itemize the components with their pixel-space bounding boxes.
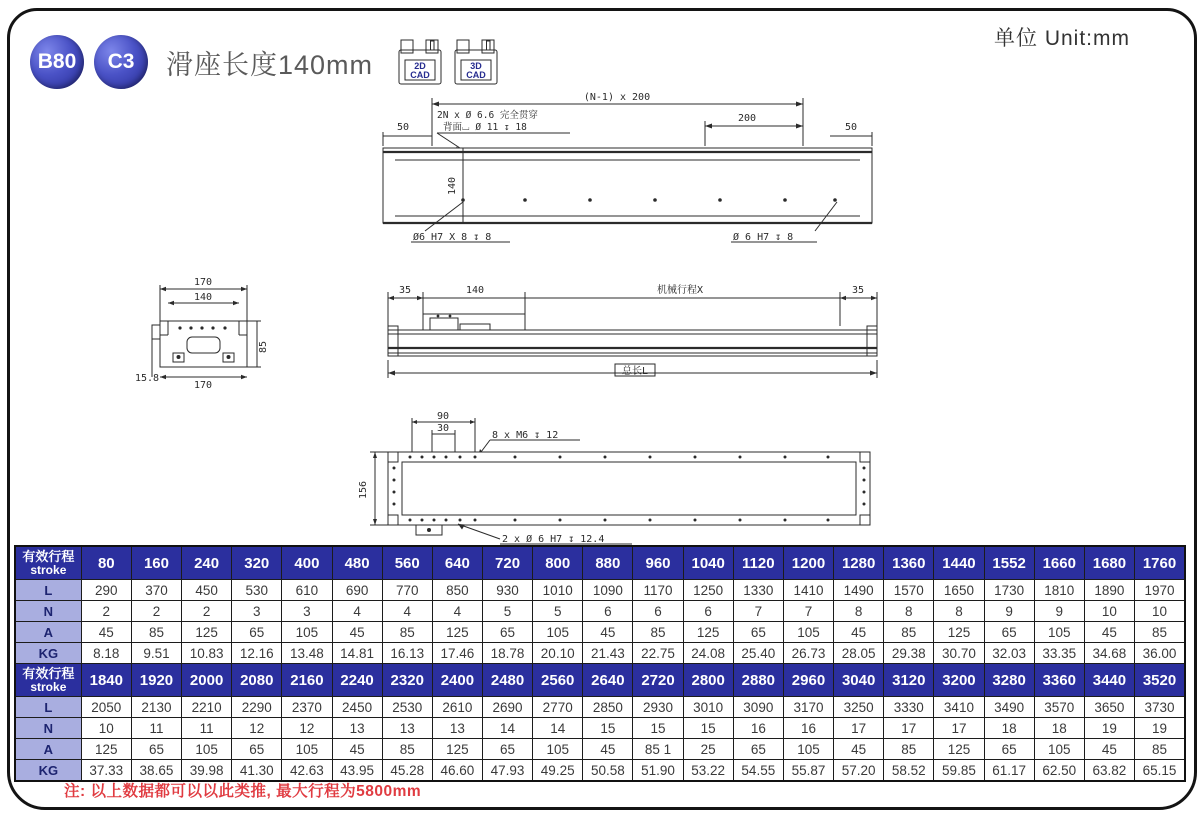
spec-cell: 65 [232, 739, 282, 760]
spec-cell: 59.85 [934, 760, 984, 782]
spec-cell: 26.73 [783, 643, 833, 664]
spec-cell: 290 [81, 580, 131, 601]
spec-row-N [15, 601, 1185, 622]
stroke-value: 1660 [1034, 546, 1084, 580]
stroke-value: 3360 [1034, 664, 1084, 697]
spec-cell: 2210 [182, 697, 232, 718]
spec-cell: 105 [282, 622, 332, 643]
spec-cell: 49.25 [533, 760, 583, 782]
hole-note-line1: 2N x Ø 6.6 完全贯穿 [437, 110, 538, 121]
stroke-value: 2960 [783, 664, 833, 697]
spec-cell: 85 1 [633, 739, 683, 760]
spec-cell: 25 [683, 739, 733, 760]
spec-cell: 45 [1084, 739, 1134, 760]
spec-row-N [15, 718, 1185, 739]
cad-3d-label-line1: 3D [470, 61, 482, 71]
spec-cell: 125 [934, 739, 984, 760]
dim-140-sec: 140 [193, 292, 213, 303]
spec-cell: 5 [482, 601, 532, 622]
stroke-value: 320 [232, 546, 282, 580]
dim-200: 200 [737, 113, 757, 124]
spec-cell: 610 [282, 580, 332, 601]
spec-cell: 10 [81, 718, 131, 739]
stroke-value: 2320 [382, 664, 432, 697]
spec-cell: 2 [131, 601, 181, 622]
spec-cell: 21.43 [583, 643, 633, 664]
spec-cell: 65 [232, 622, 282, 643]
spec-cell: 12 [282, 718, 332, 739]
spec-cell: 6 [583, 601, 633, 622]
cad-3d-download-button[interactable] [453, 38, 499, 86]
spec-cell: 45 [583, 739, 633, 760]
spec-cell: 125 [432, 739, 482, 760]
dim-140-vert: 140 [447, 176, 458, 196]
dim-156: 156 [358, 480, 369, 500]
spec-cell: 8 [834, 601, 884, 622]
stroke-value: 2160 [282, 664, 332, 697]
spec-row-L [15, 580, 1185, 601]
spec-cell: 25.40 [733, 643, 783, 664]
spec-cell: 14.81 [332, 643, 382, 664]
dim-85: 85 [258, 340, 269, 354]
spec-cell: 4 [332, 601, 382, 622]
spec-cell: 2690 [482, 697, 532, 718]
stroke-value: 1680 [1084, 546, 1134, 580]
spec-cell: 1650 [934, 580, 984, 601]
cad-buttons [397, 38, 499, 86]
stroke-value: 1920 [131, 664, 181, 697]
spec-cell: 85 [633, 622, 683, 643]
spec-cell: 14 [533, 718, 583, 739]
stroke-value: 3120 [884, 664, 934, 697]
cad-2d-label-line1: 2D [414, 61, 426, 71]
stroke-row-label: 有效行程 stroke [15, 664, 81, 697]
spec-cell: 12.16 [232, 643, 282, 664]
spec-cell: 3 [232, 601, 282, 622]
spec-cell: 2130 [131, 697, 181, 718]
stroke-value: 800 [533, 546, 583, 580]
spec-cell: 105 [533, 739, 583, 760]
spec-cell: 45 [332, 622, 382, 643]
spec-cell: 105 [282, 739, 332, 760]
spec-cell: 51.90 [633, 760, 683, 782]
spec-cell: 1090 [583, 580, 633, 601]
dim-pitch: (N-1) x 200 [583, 92, 651, 103]
spec-cell: 3410 [934, 697, 984, 718]
stroke-value: 1552 [984, 546, 1034, 580]
spec-cell: 9.51 [131, 643, 181, 664]
spec-cell: 20.10 [533, 643, 583, 664]
spec-cell: 8 [884, 601, 934, 622]
stroke-value: 2880 [733, 664, 783, 697]
spec-cell: 22.75 [633, 643, 683, 664]
row-label-L: L [15, 580, 81, 601]
cad-3d-label-line2: CAD [466, 70, 486, 80]
spec-row-A [15, 739, 1185, 760]
stroke-value: 640 [432, 546, 482, 580]
spec-cell: 58.52 [884, 760, 934, 782]
series-badge: B80 [30, 35, 84, 89]
spec-cell: 11 [182, 718, 232, 739]
spec-cell: 3010 [683, 697, 733, 718]
side-view-drawing [380, 278, 885, 383]
spec-cell: 45 [81, 622, 131, 643]
spec-cell: 2850 [583, 697, 633, 718]
spec-cell: 125 [81, 739, 131, 760]
spec-cell: 3170 [783, 697, 833, 718]
spec-cell: 65 [482, 739, 532, 760]
spec-cell: 18 [984, 718, 1034, 739]
stroke-header-row [15, 546, 1185, 580]
spec-cell: 42.63 [282, 760, 332, 782]
dim-50-right: 50 [845, 122, 858, 133]
spec-cell: 19 [1084, 718, 1134, 739]
stroke-x-label: 机械行程X [656, 285, 704, 296]
stroke-value: 1360 [884, 546, 934, 580]
spec-cell: 65 [482, 622, 532, 643]
stroke-value: 1200 [783, 546, 833, 580]
spec-cell: 17 [934, 718, 984, 739]
spec-cell: 2770 [533, 697, 583, 718]
spec-cell: 85 [884, 622, 934, 643]
spec-cell: 47.93 [482, 760, 532, 782]
stroke-value: 3200 [934, 664, 984, 697]
spec-cell: 45 [834, 622, 884, 643]
spec-cell: 1810 [1034, 580, 1084, 601]
spec-cell: 7 [783, 601, 833, 622]
spec-cell: 57.20 [834, 760, 884, 782]
spec-cell: 1490 [834, 580, 884, 601]
stroke-value: 240 [182, 546, 232, 580]
spec-cell: 125 [182, 622, 232, 643]
stroke-spec-table [14, 545, 1186, 782]
row-label-A: A [15, 622, 81, 643]
spec-cell: 4 [432, 601, 482, 622]
spec-cell: 8.18 [81, 643, 131, 664]
dim-140-side: 140 [465, 285, 485, 296]
spec-cell: 125 [432, 622, 482, 643]
spec-cell: 65 [131, 739, 181, 760]
spec-cell: 10 [1135, 601, 1186, 622]
spec-cell: 2050 [81, 697, 131, 718]
row-label-A: A [15, 739, 81, 760]
spec-cell: 690 [332, 580, 382, 601]
spec-cell: 1170 [633, 580, 683, 601]
spec-cell: 2 [81, 601, 131, 622]
spec-cell: 45 [332, 739, 382, 760]
spec-cell: 105 [1034, 739, 1084, 760]
spec-cell: 17 [884, 718, 934, 739]
spec-cell: 85 [131, 622, 181, 643]
spec-cell: 34.68 [1084, 643, 1134, 664]
spec-cell: 125 [934, 622, 984, 643]
stroke-value: 1120 [733, 546, 783, 580]
spec-cell: 36.00 [1135, 643, 1186, 664]
spec-cell: 9 [984, 601, 1034, 622]
spec-cell: 61.17 [984, 760, 1034, 782]
spec-cell: 930 [482, 580, 532, 601]
spec-cell: 15 [583, 718, 633, 739]
stroke-value: 3280 [984, 664, 1034, 697]
spec-cell: 8 [934, 601, 984, 622]
stroke-value: 2800 [683, 664, 733, 697]
row-label-KG: KG [15, 643, 81, 664]
spec-cell: 65.15 [1135, 760, 1186, 782]
spec-cell: 30.70 [934, 643, 984, 664]
stroke-value: 1440 [934, 546, 984, 580]
unit-label: 单位 Unit:mm [994, 27, 1130, 50]
stroke-value: 1280 [834, 546, 884, 580]
spec-cell: 11 [131, 718, 181, 739]
row-label-N: N [15, 718, 81, 739]
spec-cell: 63.82 [1084, 760, 1134, 782]
stroke-value: 560 [382, 546, 432, 580]
spec-cell: 37.33 [81, 760, 131, 782]
spec-cell: 7 [733, 601, 783, 622]
spec-cell: 32.03 [984, 643, 1034, 664]
model-badge: C3 [94, 35, 148, 89]
spec-cell: 85 [1135, 739, 1186, 760]
row-label-KG: KG [15, 760, 81, 782]
header [30, 32, 499, 92]
dim-30: 30 [436, 423, 450, 434]
row-label-N: N [15, 601, 81, 622]
spec-cell: 16 [733, 718, 783, 739]
row-label-L: L [15, 697, 81, 718]
spec-cell: 1330 [733, 580, 783, 601]
spec-cell: 1010 [533, 580, 583, 601]
spec-cell: 13 [382, 718, 432, 739]
spec-cell: 105 [783, 622, 833, 643]
label-m6: 8 x M6 ↧ 12 [492, 430, 559, 441]
spec-cell: 39.98 [182, 760, 232, 782]
stroke-value: 2080 [232, 664, 282, 697]
spec-cell: 45 [834, 739, 884, 760]
spec-cell: 33.35 [1034, 643, 1084, 664]
spec-cell: 13.48 [282, 643, 332, 664]
spec-cell: 45 [1084, 622, 1134, 643]
spec-cell: 17.46 [432, 643, 482, 664]
spec-cell: 850 [432, 580, 482, 601]
spec-cell: 3330 [884, 697, 934, 718]
stroke-value: 2640 [583, 664, 633, 697]
spec-row-A [15, 622, 1185, 643]
stroke-value: 480 [332, 546, 382, 580]
stroke-value: 160 [131, 546, 181, 580]
stroke-value: 720 [482, 546, 532, 580]
stroke-value: 960 [633, 546, 683, 580]
spec-cell: 53.22 [683, 760, 733, 782]
spec-cell: 105 [783, 739, 833, 760]
spec-cell: 3570 [1034, 697, 1084, 718]
spec-cell: 10.83 [182, 643, 232, 664]
spec-cell: 50.58 [583, 760, 633, 782]
spec-cell: 16 [783, 718, 833, 739]
spec-cell: 5 [533, 601, 583, 622]
spec-cell: 13 [432, 718, 482, 739]
stroke-value: 2560 [533, 664, 583, 697]
spec-cell: 450 [182, 580, 232, 601]
cad-2d-download-button[interactable] [397, 38, 443, 86]
spec-cell: 3730 [1135, 697, 1186, 718]
stroke-value: 1040 [683, 546, 733, 580]
spec-cell: 1890 [1084, 580, 1134, 601]
spec-cell: 105 [182, 739, 232, 760]
stroke-value: 2480 [482, 664, 532, 697]
spec-cell: 2 [182, 601, 232, 622]
spec-cell: 29.38 [884, 643, 934, 664]
spec-cell: 14 [482, 718, 532, 739]
cad-2d-label-line2: CAD [410, 70, 430, 80]
spec-cell: 125 [683, 622, 733, 643]
spec-cell: 1970 [1135, 580, 1186, 601]
bottom-view-drawing [350, 410, 890, 545]
stroke-header-row [15, 664, 1185, 697]
page-title: 滑座长度140mm [166, 49, 374, 80]
dim-15-8: 15.8 [135, 373, 160, 384]
spec-cell: 13 [332, 718, 382, 739]
spec-cell: 65 [984, 622, 1034, 643]
spec-cell: 46.60 [432, 760, 482, 782]
spec-cell: 85 [382, 622, 432, 643]
spec-table-body [15, 546, 1185, 781]
dim-50-left: 50 [397, 122, 410, 133]
spec-row-L [15, 697, 1185, 718]
spec-cell: 38.65 [131, 760, 181, 782]
spec-cell: 3490 [984, 697, 1034, 718]
dim-170-bottom: 170 [193, 380, 213, 391]
spec-cell: 18.78 [482, 643, 532, 664]
spec-cell: 15 [633, 718, 683, 739]
label-hole-right: Ø 6 H7 ↧ 8 [733, 232, 794, 243]
spec-cell: 770 [382, 580, 432, 601]
spec-cell: 370 [131, 580, 181, 601]
top-view-drawing [375, 88, 880, 243]
spec-cell: 2370 [282, 697, 332, 718]
stroke-row-label: 有效行程 stroke [15, 546, 81, 580]
spec-cell: 43.95 [332, 760, 382, 782]
stroke-value: 400 [282, 546, 332, 580]
footnote: 注: 以上数据都可以以此类推, 最大行程为5800mm [64, 783, 422, 800]
spec-cell: 45 [583, 622, 633, 643]
label-hole-left: Ø6 H7 X 8 ↧ 8 [413, 232, 492, 243]
total-length-label: 总长L [621, 366, 649, 377]
spec-cell: 2610 [432, 697, 482, 718]
hole-note-line2: 背面⌴ Ø 11 ↧ 18 [443, 122, 527, 133]
cross-section-drawing [135, 275, 285, 393]
stroke-value: 880 [583, 546, 633, 580]
label-pin: 2 x Ø 6 H7 ↧ 12.4 [502, 534, 605, 545]
spec-cell: 85 [382, 739, 432, 760]
spec-cell: 105 [533, 622, 583, 643]
stroke-value: 1840 [81, 664, 131, 697]
spec-cell: 45.28 [382, 760, 432, 782]
spec-cell: 12 [232, 718, 282, 739]
spec-cell: 65 [733, 622, 783, 643]
spec-cell: 54.55 [733, 760, 783, 782]
spec-cell: 15 [683, 718, 733, 739]
dim-170-top: 170 [193, 277, 213, 288]
dim-90: 90 [436, 411, 450, 422]
stroke-value: 2000 [182, 664, 232, 697]
spec-cell: 24.08 [683, 643, 733, 664]
spec-cell: 1730 [984, 580, 1034, 601]
stroke-value: 3040 [834, 664, 884, 697]
stroke-value: 2400 [432, 664, 482, 697]
spec-cell: 62.50 [1034, 760, 1084, 782]
spec-cell: 9 [1034, 601, 1084, 622]
spec-cell: 4 [382, 601, 432, 622]
stroke-value: 80 [81, 546, 131, 580]
spec-cell: 65 [733, 739, 783, 760]
spec-cell: 18 [1034, 718, 1084, 739]
spec-cell: 105 [1034, 622, 1084, 643]
spec-cell: 1250 [683, 580, 733, 601]
spec-cell: 1570 [884, 580, 934, 601]
stroke-value: 3520 [1135, 664, 1186, 697]
spec-cell: 2290 [232, 697, 282, 718]
spec-cell: 85 [884, 739, 934, 760]
spec-cell: 65 [984, 739, 1034, 760]
stroke-value: 3440 [1084, 664, 1134, 697]
dim-35-right: 35 [851, 285, 865, 296]
spec-cell: 17 [834, 718, 884, 739]
spec-cell: 85 [1135, 622, 1186, 643]
stroke-value: 2720 [633, 664, 683, 697]
spec-cell: 3090 [733, 697, 783, 718]
spec-cell: 6 [683, 601, 733, 622]
spec-cell: 2450 [332, 697, 382, 718]
spec-cell: 28.05 [834, 643, 884, 664]
spec-cell: 2930 [633, 697, 683, 718]
spec-row-KG [15, 760, 1185, 782]
spec-cell: 41.30 [232, 760, 282, 782]
spec-cell: 10 [1084, 601, 1134, 622]
spec-cell: 6 [633, 601, 683, 622]
spec-row-KG [15, 643, 1185, 664]
stroke-value: 2240 [332, 664, 382, 697]
spec-cell: 1410 [783, 580, 833, 601]
spec-cell: 55.87 [783, 760, 833, 782]
stroke-value: 1760 [1135, 546, 1186, 580]
spec-cell: 3250 [834, 697, 884, 718]
dim-35-left: 35 [398, 285, 412, 296]
spec-cell: 3650 [1084, 697, 1134, 718]
spec-cell: 19 [1135, 718, 1186, 739]
spec-cell: 2530 [382, 697, 432, 718]
spec-cell: 16.13 [382, 643, 432, 664]
spec-cell: 530 [232, 580, 282, 601]
spec-cell: 3 [282, 601, 332, 622]
